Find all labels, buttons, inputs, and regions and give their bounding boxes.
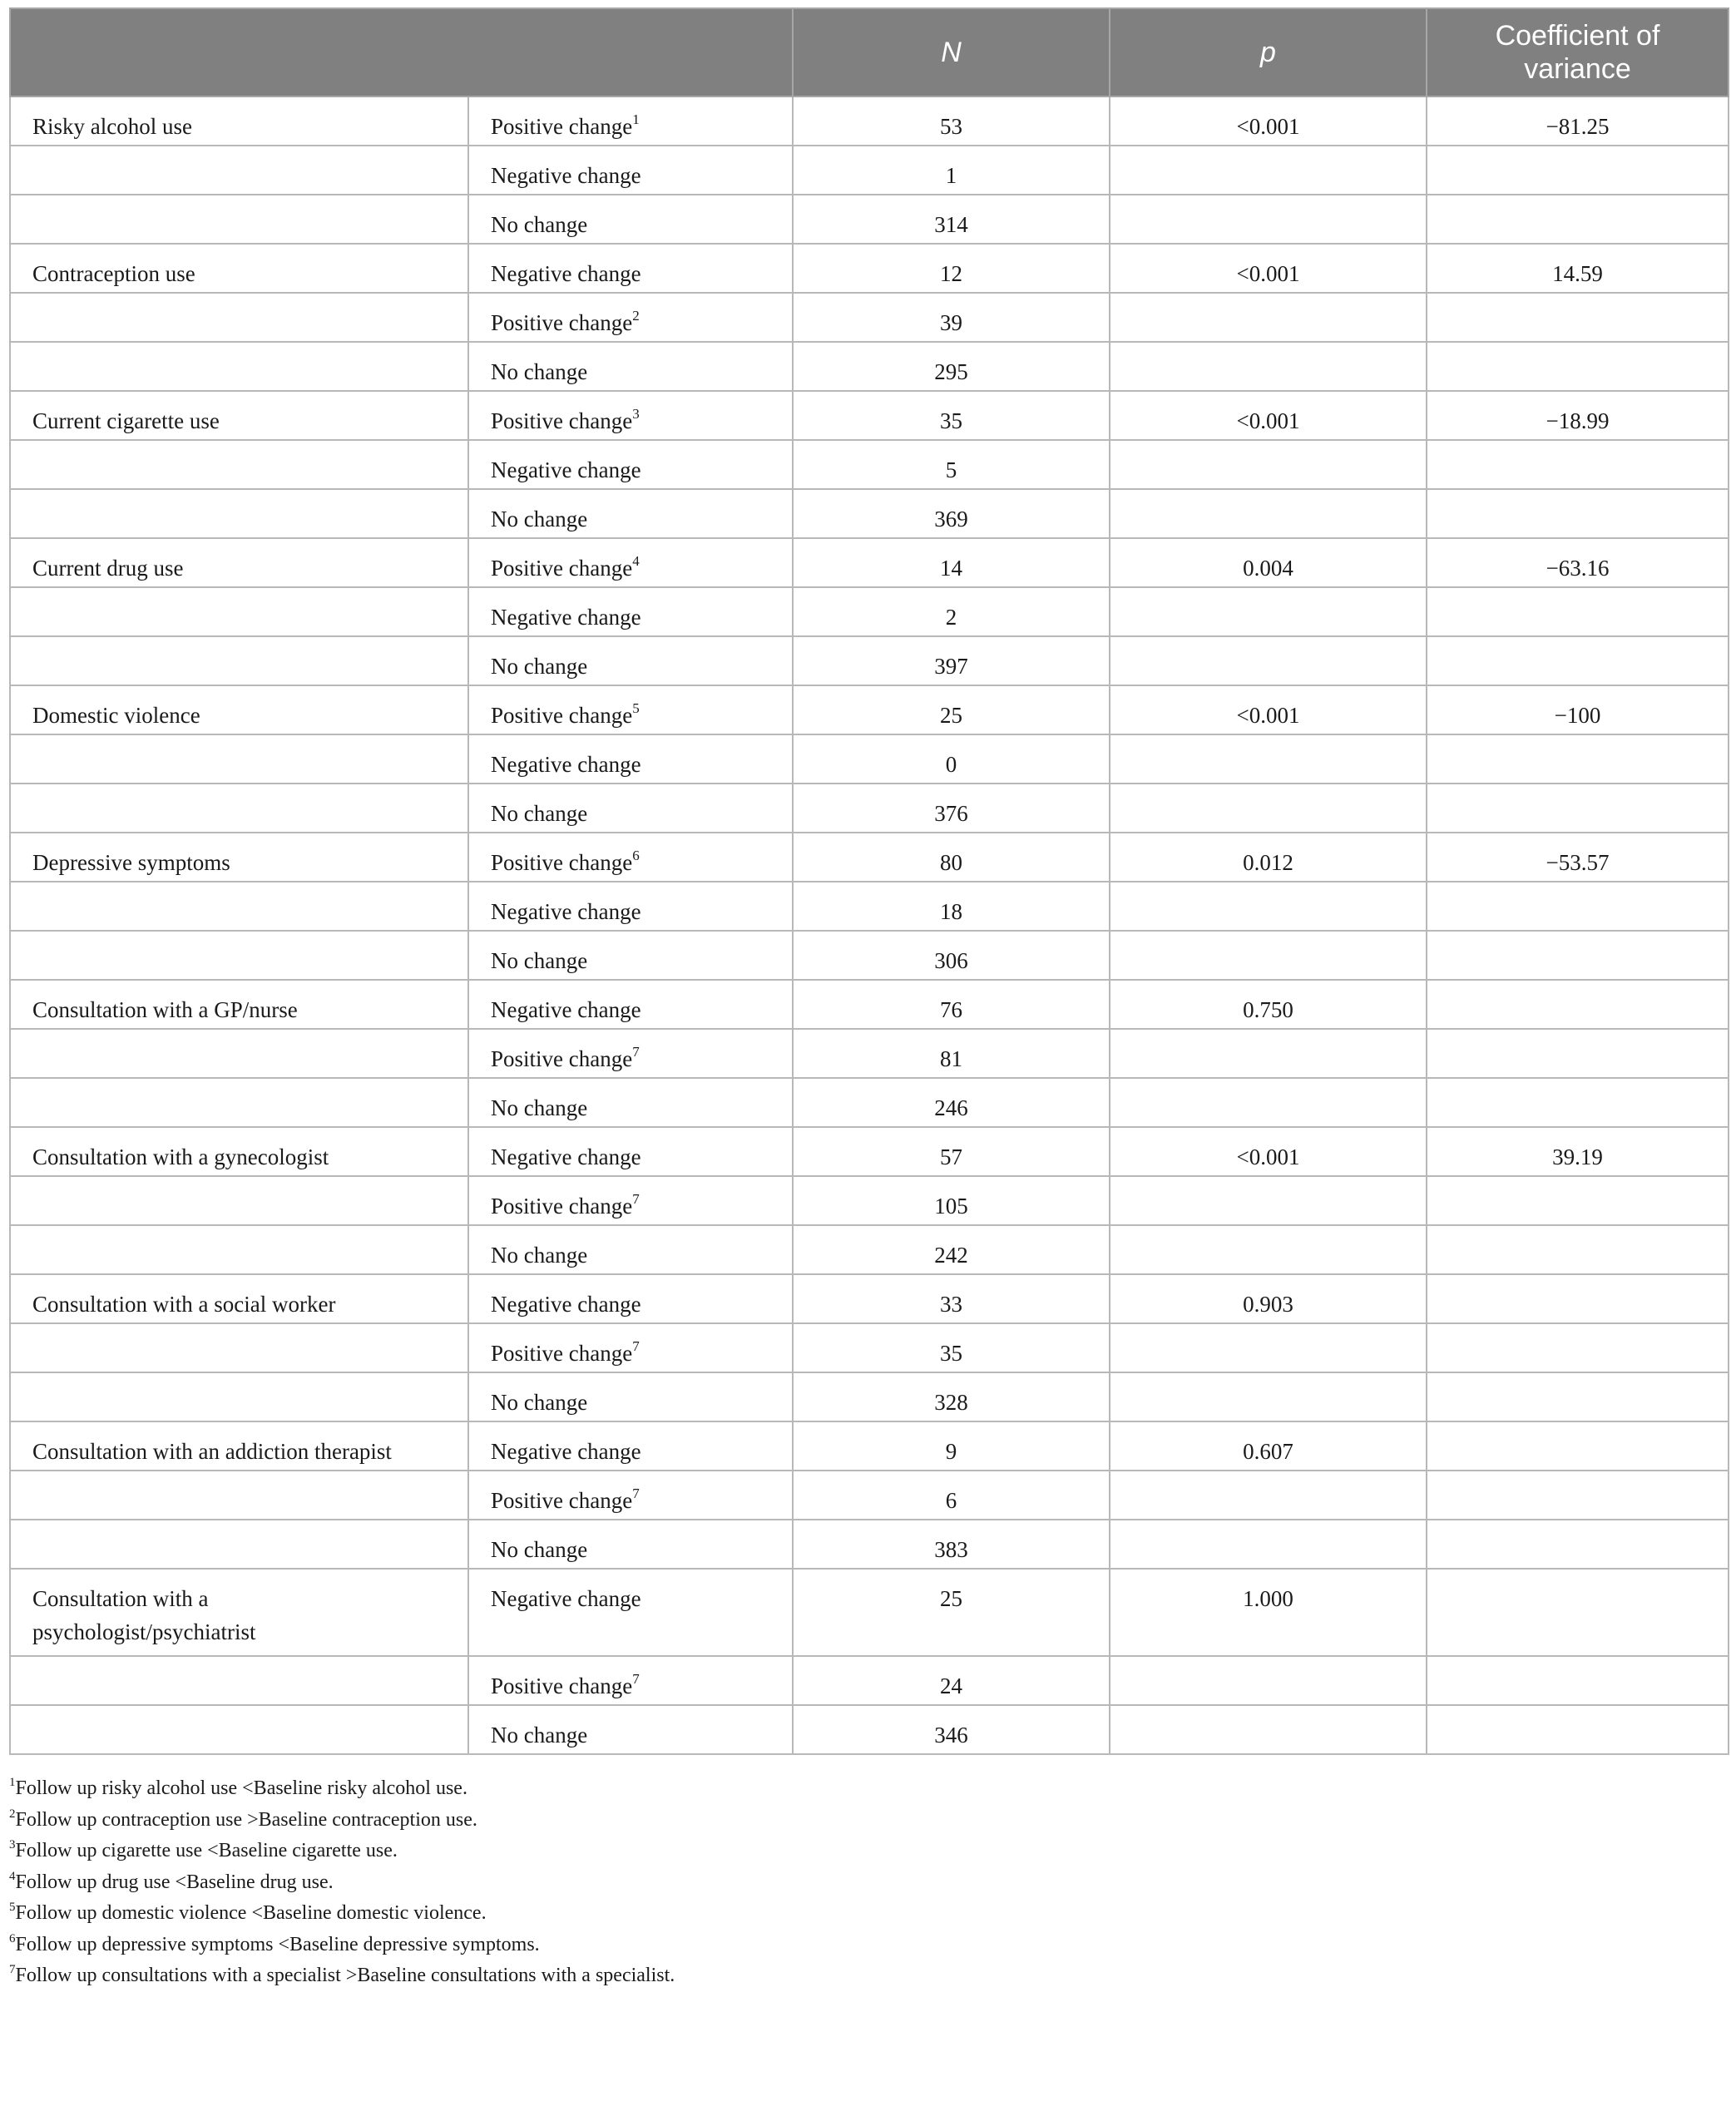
cell-variable: Consultation with an addiction therapist <box>10 1421 468 1471</box>
table-row <box>10 146 1729 195</box>
table-row <box>10 440 1729 489</box>
header-coefficient-of-variance <box>1427 8 1729 96</box>
table-row <box>10 1569 1729 1656</box>
change-label: Positive change <box>491 1341 633 1366</box>
cell-p: <0.001 <box>1110 244 1427 293</box>
cell-coefficient <box>1427 1078 1729 1127</box>
cell-p: 0.004 <box>1110 538 1427 587</box>
cell-n: 295 <box>793 342 1110 391</box>
cell-change <box>468 1705 793 1754</box>
table-row <box>10 685 1729 734</box>
cell-n: 376 <box>793 784 1110 833</box>
cell-coefficient <box>1427 146 1729 195</box>
table-row <box>10 833 1729 882</box>
cell-variable <box>10 784 468 833</box>
cell-p: <0.001 <box>1110 96 1427 146</box>
header-p: p <box>1110 8 1427 96</box>
cell-n: 35 <box>793 391 1110 440</box>
table-row <box>10 1471 1729 1520</box>
cell-variable <box>10 734 468 784</box>
change-label: Negative change <box>491 1292 641 1317</box>
cell-n: 1 <box>793 146 1110 195</box>
cell-variable: Depressive symptoms <box>10 833 468 882</box>
cell-p <box>1110 293 1427 342</box>
cell-n: 25 <box>793 685 1110 734</box>
table-row <box>10 882 1729 931</box>
cell-variable <box>10 1323 468 1372</box>
cell-coefficient <box>1427 882 1729 931</box>
cell-variable <box>10 1078 468 1127</box>
cell-variable <box>10 931 468 980</box>
cell-variable <box>10 882 468 931</box>
cell-n: 81 <box>793 1029 1110 1078</box>
cell-p <box>1110 636 1427 685</box>
cell-p <box>1110 1225 1427 1274</box>
cell-coefficient <box>1427 1421 1729 1471</box>
table-row <box>10 931 1729 980</box>
footnote-marker: 7 <box>632 1044 640 1060</box>
cell-change <box>468 489 793 538</box>
cell-n: 397 <box>793 636 1110 685</box>
footnote-marker: 7 <box>632 1191 640 1207</box>
cell-p <box>1110 1656 1427 1705</box>
cell-change <box>468 1225 793 1274</box>
header-n: N <box>793 8 1110 96</box>
footnote-marker: 5 <box>632 700 640 716</box>
cell-coefficient: −63.16 <box>1427 538 1729 587</box>
cell-variable <box>10 146 468 195</box>
footnote-marker: 2 <box>632 308 640 324</box>
cell-coefficient: −18.99 <box>1427 391 1729 440</box>
cell-p <box>1110 489 1427 538</box>
table-row <box>10 391 1729 440</box>
footnote-number: 3 <box>9 1838 16 1851</box>
cell-coefficient <box>1427 734 1729 784</box>
change-label: Negative change <box>491 1439 641 1464</box>
cell-change <box>468 1421 793 1471</box>
footnote-marker: 7 <box>632 1671 640 1687</box>
cell-coefficient: −53.57 <box>1427 833 1729 882</box>
cell-n: 105 <box>793 1176 1110 1225</box>
cell-variable <box>10 1225 468 1274</box>
change-label: Negative change <box>491 752 641 777</box>
cell-n: 76 <box>793 980 1110 1029</box>
cell-change <box>468 1274 793 1323</box>
cell-variable: Contraception use <box>10 244 468 293</box>
cell-variable <box>10 1029 468 1078</box>
cell-n: 369 <box>793 489 1110 538</box>
change-label: Positive change <box>491 1673 633 1698</box>
cell-variable <box>10 489 468 538</box>
table-row <box>10 1323 1729 1372</box>
change-label: No change <box>491 1537 588 1562</box>
cell-n: 53 <box>793 96 1110 146</box>
change-label: Negative change <box>491 899 641 924</box>
cell-variable <box>10 1705 468 1754</box>
cell-p: <0.001 <box>1110 1127 1427 1176</box>
cell-p <box>1110 1705 1427 1754</box>
change-label: No change <box>491 1390 588 1415</box>
cell-n: 383 <box>793 1520 1110 1569</box>
cell-p <box>1110 1520 1427 1569</box>
cell-variable: Risky alcohol use <box>10 96 468 146</box>
table-container <box>9 7 1728 1992</box>
change-label: No change <box>491 507 588 531</box>
table-row <box>10 1176 1729 1225</box>
change-label: No change <box>491 1095 588 1120</box>
change-label: No change <box>491 1723 588 1748</box>
cell-n: 246 <box>793 1078 1110 1127</box>
cell-p <box>1110 882 1427 931</box>
cell-variable <box>10 1471 468 1520</box>
cell-change <box>468 146 793 195</box>
change-label: Negative change <box>491 997 641 1022</box>
change-label: Positive change <box>491 850 633 875</box>
change-label: Positive change <box>491 408 633 433</box>
footnote-number: 6 <box>9 1931 16 1945</box>
cell-p <box>1110 931 1427 980</box>
footnote-text: Follow up depressive symptoms <Baseline depressive symptoms. <box>15 1933 540 1955</box>
footnote-marker: 3 <box>632 406 640 422</box>
cell-n: 24 <box>793 1656 1110 1705</box>
change-label: Positive change <box>491 310 633 335</box>
table-row <box>10 1274 1729 1323</box>
cell-p <box>1110 784 1427 833</box>
header-blank <box>10 8 793 96</box>
header-row <box>10 8 1729 96</box>
cell-change <box>468 1029 793 1078</box>
cell-coefficient <box>1427 1029 1729 1078</box>
cell-coefficient <box>1427 784 1729 833</box>
table-row <box>10 1078 1729 1127</box>
footnote <box>9 1960 1728 1992</box>
cell-n: 2 <box>793 587 1110 636</box>
table-row <box>10 244 1729 293</box>
change-label: No change <box>491 1243 588 1268</box>
cell-change <box>468 587 793 636</box>
cell-change <box>468 784 793 833</box>
change-label: Negative change <box>491 163 641 188</box>
table-row <box>10 489 1729 538</box>
cell-variable <box>10 1520 468 1569</box>
cell-p <box>1110 1078 1427 1127</box>
cell-n: 80 <box>793 833 1110 882</box>
cell-coefficient <box>1427 440 1729 489</box>
cell-coefficient: −81.25 <box>1427 96 1729 146</box>
cell-n: 6 <box>793 1471 1110 1520</box>
cell-variable <box>10 1656 468 1705</box>
cell-change <box>468 636 793 685</box>
change-label: No change <box>491 801 588 826</box>
change-label: Positive change <box>491 1488 633 1513</box>
table-row <box>10 538 1729 587</box>
cell-p <box>1110 342 1427 391</box>
cell-n: 242 <box>793 1225 1110 1274</box>
cell-n: 0 <box>793 734 1110 784</box>
change-label: Negative change <box>491 457 641 482</box>
cell-p <box>1110 1372 1427 1421</box>
cell-n: 33 <box>793 1274 1110 1323</box>
cell-coefficient <box>1427 1656 1729 1705</box>
footnote <box>9 1930 1728 1961</box>
table-row <box>10 96 1729 146</box>
cell-change <box>468 685 793 734</box>
cell-coefficient: −100 <box>1427 685 1729 734</box>
cell-change <box>468 440 793 489</box>
cell-coefficient <box>1427 1323 1729 1372</box>
footnote-marker: 7 <box>632 1338 640 1354</box>
cell-p <box>1110 195 1427 244</box>
cell-change <box>468 1372 793 1421</box>
cell-n: 306 <box>793 931 1110 980</box>
cell-p <box>1110 1176 1427 1225</box>
cell-coefficient <box>1427 636 1729 685</box>
results-table <box>9 7 1729 1755</box>
cell-change <box>468 1176 793 1225</box>
cell-change <box>468 195 793 244</box>
cell-variable <box>10 1176 468 1225</box>
cell-coefficient <box>1427 1274 1729 1323</box>
table-row <box>10 1127 1729 1176</box>
table-row <box>10 342 1729 391</box>
table-row <box>10 1029 1729 1078</box>
cell-coefficient <box>1427 1372 1729 1421</box>
cell-p: <0.001 <box>1110 685 1427 734</box>
footnote-marker: 1 <box>632 111 640 127</box>
cell-coefficient <box>1427 1520 1729 1569</box>
cell-p <box>1110 440 1427 489</box>
footnote <box>9 1805 1728 1837</box>
cell-variable: Domestic violence <box>10 685 468 734</box>
cell-coefficient: 39.19 <box>1427 1127 1729 1176</box>
change-label: No change <box>491 212 588 237</box>
cell-p: <0.001 <box>1110 391 1427 440</box>
cell-n: 5 <box>793 440 1110 489</box>
cell-change <box>468 734 793 784</box>
cell-change <box>468 931 793 980</box>
cell-coefficient <box>1427 293 1729 342</box>
table-row <box>10 784 1729 833</box>
footnote-text: Follow up risky alcohol use <Baseline risky alcohol use. <box>15 1777 467 1799</box>
change-label: Positive change <box>491 1194 633 1219</box>
cell-coefficient <box>1427 1705 1729 1754</box>
cell-variable <box>10 195 468 244</box>
cell-p: 0.903 <box>1110 1274 1427 1323</box>
cell-change <box>468 391 793 440</box>
cell-variable: Consultation with a social worker <box>10 1274 468 1323</box>
cell-change <box>468 1323 793 1372</box>
footnote-number: 1 <box>9 1776 16 1789</box>
cell-n: 39 <box>793 293 1110 342</box>
cell-change <box>468 1520 793 1569</box>
cell-variable: Consultation with a gynecologist <box>10 1127 468 1176</box>
cell-n: 9 <box>793 1421 1110 1471</box>
change-label: Negative change <box>491 605 641 630</box>
change-label: No change <box>491 359 588 384</box>
cell-coefficient <box>1427 931 1729 980</box>
cell-variable: Consultation with a GP/nurse <box>10 980 468 1029</box>
cell-n: 314 <box>793 195 1110 244</box>
cell-n: 12 <box>793 244 1110 293</box>
cell-coefficient <box>1427 980 1729 1029</box>
table-row <box>10 980 1729 1029</box>
cell-p <box>1110 146 1427 195</box>
cell-change <box>468 1471 793 1520</box>
cell-variable <box>10 587 468 636</box>
cell-change <box>468 882 793 931</box>
footnotes <box>9 1773 1728 1992</box>
footnote-number: 4 <box>9 1869 16 1883</box>
table-row <box>10 587 1729 636</box>
cell-change <box>468 1127 793 1176</box>
cell-variable <box>10 342 468 391</box>
cell-n: 57 <box>793 1127 1110 1176</box>
change-label: Negative change <box>491 1144 641 1169</box>
table-row <box>10 734 1729 784</box>
footnote-text: Follow up domestic violence <Baseline domestic violence. <box>15 1902 487 1924</box>
cell-change <box>468 538 793 587</box>
table-row <box>10 1705 1729 1754</box>
footnote-text: Follow up cigarette use <Baseline cigarette use. <box>15 1840 398 1861</box>
footnote-marker: 7 <box>632 1486 640 1501</box>
cell-n: 25 <box>793 1569 1110 1656</box>
cell-change <box>468 833 793 882</box>
cell-change <box>468 1656 793 1705</box>
cell-p: 0.012 <box>1110 833 1427 882</box>
cell-change <box>468 980 793 1029</box>
change-label: Negative change <box>491 261 641 286</box>
footnote <box>9 1836 1728 1867</box>
change-label: Positive change <box>491 1046 633 1071</box>
cell-coefficient <box>1427 587 1729 636</box>
cell-p: 1.000 <box>1110 1569 1427 1656</box>
cell-coefficient <box>1427 489 1729 538</box>
footnote-marker: 6 <box>632 848 640 863</box>
footnote <box>9 1867 1728 1899</box>
cell-p <box>1110 1471 1427 1520</box>
cell-variable <box>10 1372 468 1421</box>
cell-variable <box>10 636 468 685</box>
cell-change <box>468 244 793 293</box>
change-label: Negative change <box>491 1586 641 1611</box>
cell-p: 0.607 <box>1110 1421 1427 1471</box>
table-row <box>10 1225 1729 1274</box>
footnote-number: 7 <box>9 1963 16 1976</box>
change-label: Positive change <box>491 556 633 581</box>
cell-change <box>468 96 793 146</box>
cell-p <box>1110 1323 1427 1372</box>
cell-variable: Consultation with a psychologist/psychiatrist <box>10 1569 468 1656</box>
footnote <box>9 1898 1728 1930</box>
cell-coefficient: 14.59 <box>1427 244 1729 293</box>
table-row <box>10 1520 1729 1569</box>
footnote-marker: 4 <box>632 553 640 569</box>
footnote-text: Follow up drug use <Baseline drug use. <box>15 1871 334 1893</box>
table-row <box>10 293 1729 342</box>
table-row <box>10 1372 1729 1421</box>
table-row <box>10 1656 1729 1705</box>
cell-variable <box>10 293 468 342</box>
cell-p <box>1110 587 1427 636</box>
table-row <box>10 636 1729 685</box>
footnote-number: 5 <box>9 1901 16 1914</box>
table-body <box>10 96 1729 1754</box>
cell-n: 14 <box>793 538 1110 587</box>
change-label: Positive change <box>491 114 633 139</box>
cell-coefficient <box>1427 1176 1729 1225</box>
footnote-number: 2 <box>9 1807 16 1821</box>
cell-coefficient <box>1427 342 1729 391</box>
change-label: No change <box>491 948 588 973</box>
cell-coefficient <box>1427 1225 1729 1274</box>
cell-coefficient <box>1427 1471 1729 1520</box>
footnote <box>9 1773 1728 1805</box>
cell-change <box>468 342 793 391</box>
cell-n: 328 <box>793 1372 1110 1421</box>
cell-change <box>468 1569 793 1656</box>
cell-p <box>1110 1029 1427 1078</box>
cell-n: 346 <box>793 1705 1110 1754</box>
cell-variable: Current drug use <box>10 538 468 587</box>
change-label: Positive change <box>491 703 633 728</box>
footnote-text: Follow up contraception use >Baseline contraception use. <box>15 1808 477 1831</box>
cell-coefficient <box>1427 1569 1729 1656</box>
cell-change <box>468 1078 793 1127</box>
change-label: No change <box>491 654 588 679</box>
cell-variable <box>10 440 468 489</box>
footnote-text: Follow up consultations with a specialist >Baseline consultations with a specialist. <box>15 1965 675 1986</box>
cell-change <box>468 293 793 342</box>
cell-n: 35 <box>793 1323 1110 1372</box>
header-cov-text: Coefficient of variance <box>1495 20 1660 85</box>
cell-n: 18 <box>793 882 1110 931</box>
cell-coefficient <box>1427 195 1729 244</box>
table-row <box>10 1421 1729 1471</box>
table-row <box>10 195 1729 244</box>
cell-p: 0.750 <box>1110 980 1427 1029</box>
cell-p <box>1110 734 1427 784</box>
cell-variable: Current cigarette use <box>10 391 468 440</box>
